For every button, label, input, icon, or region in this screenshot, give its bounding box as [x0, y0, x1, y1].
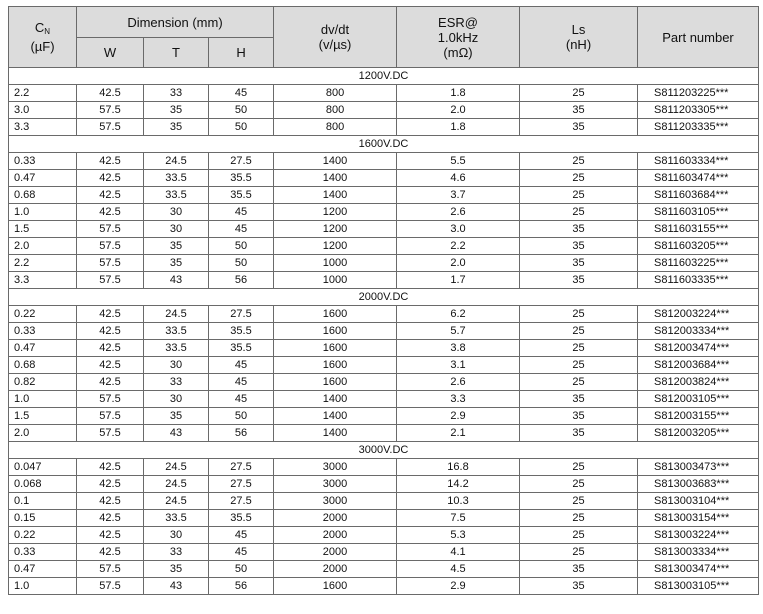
dvdt-cell: 1600	[274, 306, 397, 323]
capacitance-cell: 0.33	[9, 153, 77, 170]
part-number-cell: S813003154***	[638, 510, 759, 527]
table-row	[9, 187, 759, 204]
esr-cell: 4.6	[397, 170, 520, 187]
thickness-cell: 43	[144, 272, 209, 289]
esr-cell: 2.6	[397, 204, 520, 221]
part-number-cell: S812003105***	[638, 391, 759, 408]
table-header	[9, 7, 759, 68]
esr-cell: 5.3	[397, 527, 520, 544]
esr-cell: 5.7	[397, 323, 520, 340]
part-number-cell: S812003155***	[638, 408, 759, 425]
thickness-cell: 43	[144, 578, 209, 595]
height-cell: 27.5	[209, 476, 274, 493]
thickness-cell: 24.5	[144, 493, 209, 510]
capacitance-cell: 0.33	[9, 544, 77, 561]
table-row	[9, 272, 759, 289]
ls-cell: 25	[520, 357, 638, 374]
dvdt-cell: 2000	[274, 510, 397, 527]
height-cell: 50	[209, 238, 274, 255]
part-number-cell: S813003224***	[638, 527, 759, 544]
dvdt-cell: 1400	[274, 153, 397, 170]
part-number-cell: S813003683***	[638, 476, 759, 493]
part-number-cell: S811203305***	[638, 102, 759, 119]
capacitance-cell: 1.5	[9, 221, 77, 238]
esr-cell: 16.8	[397, 459, 520, 476]
height-cell: 50	[209, 408, 274, 425]
voltage-section-title: 1600V.DC	[9, 136, 759, 153]
thickness-cell: 24.5	[144, 306, 209, 323]
width-cell: 42.5	[77, 510, 144, 527]
ls-cell: 25	[520, 204, 638, 221]
table-row	[9, 357, 759, 374]
table-row	[9, 323, 759, 340]
dvdt-cell: 1200	[274, 238, 397, 255]
height-cell: 45	[209, 221, 274, 238]
part-number-cell: S812003205***	[638, 425, 759, 442]
capacitance-cell: 3.0	[9, 102, 77, 119]
capacitance-cell: 0.68	[9, 357, 77, 374]
table-row	[9, 544, 759, 561]
header-dvdt-label: dv/dt	[320, 22, 350, 37]
thickness-cell: 30	[144, 357, 209, 374]
header-ls	[520, 7, 638, 68]
height-cell: 56	[209, 425, 274, 442]
esr-cell: 1.8	[397, 119, 520, 136]
height-cell: 45	[209, 391, 274, 408]
dvdt-cell: 3000	[274, 493, 397, 510]
part-number-cell: S812003824***	[638, 374, 759, 391]
part-number-cell: S813003104***	[638, 493, 759, 510]
part-number-cell: S812003684***	[638, 357, 759, 374]
esr-cell: 2.0	[397, 255, 520, 272]
capacitance-cell: 0.47	[9, 170, 77, 187]
table-row	[9, 561, 759, 578]
table-row	[9, 153, 759, 170]
dvdt-cell: 1000	[274, 272, 397, 289]
esr-cell: 3.8	[397, 340, 520, 357]
width-cell: 42.5	[77, 340, 144, 357]
width-cell: 57.5	[77, 119, 144, 136]
table-row	[9, 374, 759, 391]
voltage-section-row	[9, 136, 759, 153]
spec-table-container	[8, 6, 758, 595]
part-number-cell: S813003105***	[638, 578, 759, 595]
width-cell: 42.5	[77, 204, 144, 221]
dvdt-cell: 1200	[274, 221, 397, 238]
table-row	[9, 102, 759, 119]
ls-cell: 35	[520, 272, 638, 289]
capacitance-cell: 1.5	[9, 408, 77, 425]
table-row	[9, 204, 759, 221]
header-dvdt-unit: (v/µs)	[318, 37, 352, 52]
capacitance-cell: 0.068	[9, 476, 77, 493]
thickness-cell: 24.5	[144, 153, 209, 170]
height-cell: 45	[209, 85, 274, 102]
part-number-cell: S811603684***	[638, 187, 759, 204]
dvdt-cell: 1600	[274, 374, 397, 391]
dvdt-cell: 1600	[274, 357, 397, 374]
table-row	[9, 238, 759, 255]
capacitance-cell: 0.82	[9, 374, 77, 391]
esr-cell: 2.0	[397, 102, 520, 119]
table-row	[9, 510, 759, 527]
dvdt-cell: 800	[274, 102, 397, 119]
width-cell: 57.5	[77, 391, 144, 408]
thickness-cell: 33	[144, 374, 209, 391]
header-capacitance-unit: (µF)	[30, 39, 55, 54]
height-cell: 35.5	[209, 187, 274, 204]
thickness-cell: 30	[144, 391, 209, 408]
dvdt-cell: 1400	[274, 187, 397, 204]
height-cell: 45	[209, 204, 274, 221]
ls-cell: 25	[520, 340, 638, 357]
height-cell: 56	[209, 578, 274, 595]
table-row	[9, 425, 759, 442]
part-number-cell: S811603155***	[638, 221, 759, 238]
dvdt-cell: 3000	[274, 476, 397, 493]
thickness-cell: 35	[144, 561, 209, 578]
esr-cell: 6.2	[397, 306, 520, 323]
part-number-cell: S813003334***	[638, 544, 759, 561]
capacitance-cell: 0.22	[9, 306, 77, 323]
header-esr-label: ESR@	[438, 14, 478, 30]
part-number-cell: S811603205***	[638, 238, 759, 255]
ls-cell: 25	[520, 187, 638, 204]
voltage-section-row	[9, 442, 759, 459]
height-cell: 45	[209, 357, 274, 374]
capacitance-cell: 3.3	[9, 119, 77, 136]
height-cell: 35.5	[209, 323, 274, 340]
thickness-cell: 35	[144, 255, 209, 272]
thickness-cell: 30	[144, 204, 209, 221]
table-row	[9, 221, 759, 238]
height-cell: 45	[209, 374, 274, 391]
capacitance-cell: 0.33	[9, 323, 77, 340]
part-number-cell: S812003474***	[638, 340, 759, 357]
width-cell: 42.5	[77, 544, 144, 561]
part-number-cell: S811203225***	[638, 85, 759, 102]
capacitance-cell: 2.2	[9, 85, 77, 102]
dvdt-cell: 1400	[274, 391, 397, 408]
width-cell: 42.5	[77, 476, 144, 493]
table-row	[9, 493, 759, 510]
table-row	[9, 119, 759, 136]
ls-cell: 25	[520, 544, 638, 561]
esr-cell: 1.8	[397, 85, 520, 102]
capacitance-cell: 1.0	[9, 391, 77, 408]
thickness-cell: 30	[144, 527, 209, 544]
part-number-cell: S812003224***	[638, 306, 759, 323]
width-cell: 57.5	[77, 102, 144, 119]
ls-cell: 25	[520, 170, 638, 187]
table-row	[9, 527, 759, 544]
capacitance-cell: 1.0	[9, 578, 77, 595]
width-cell: 42.5	[77, 153, 144, 170]
voltage-section-row	[9, 289, 759, 306]
ls-cell: 25	[520, 374, 638, 391]
ls-cell: 25	[520, 153, 638, 170]
height-cell: 56	[209, 272, 274, 289]
width-cell: 42.5	[77, 323, 144, 340]
capacitance-cell: 3.3	[9, 272, 77, 289]
width-cell: 57.5	[77, 425, 144, 442]
dvdt-cell: 800	[274, 85, 397, 102]
header-dimension: Dimension (mm)	[77, 7, 274, 38]
ls-cell: 35	[520, 221, 638, 238]
voltage-section-title: 2000V.DC	[9, 289, 759, 306]
height-cell: 27.5	[209, 459, 274, 476]
part-number-cell: S811603105***	[638, 204, 759, 221]
height-cell: 45	[209, 527, 274, 544]
capacitance-cell: 2.0	[9, 238, 77, 255]
esr-cell: 1.7	[397, 272, 520, 289]
table-row	[9, 255, 759, 272]
width-cell: 42.5	[77, 187, 144, 204]
esr-cell: 7.5	[397, 510, 520, 527]
height-cell: 27.5	[209, 306, 274, 323]
part-number-cell: S811603225***	[638, 255, 759, 272]
header-esr-unit: (mΩ)	[443, 44, 473, 60]
thickness-cell: 35	[144, 119, 209, 136]
header-width: W	[77, 38, 144, 68]
ls-cell: 35	[520, 255, 638, 272]
table-row	[9, 391, 759, 408]
table-row	[9, 578, 759, 595]
part-number-cell: S813003474***	[638, 561, 759, 578]
ls-cell: 25	[520, 510, 638, 527]
height-cell: 45	[209, 544, 274, 561]
thickness-cell: 33.5	[144, 340, 209, 357]
dvdt-cell: 1400	[274, 408, 397, 425]
header-capacitance-subscript: N	[44, 27, 51, 36]
esr-cell: 3.3	[397, 391, 520, 408]
table-row	[9, 340, 759, 357]
esr-cell: 2.9	[397, 408, 520, 425]
thickness-cell: 35	[144, 238, 209, 255]
ls-cell: 35	[520, 119, 638, 136]
width-cell: 57.5	[77, 238, 144, 255]
height-cell: 27.5	[209, 153, 274, 170]
part-number-cell: S812003334***	[638, 323, 759, 340]
capacitance-cell: 0.47	[9, 340, 77, 357]
height-cell: 50	[209, 561, 274, 578]
esr-cell: 2.6	[397, 374, 520, 391]
ls-cell: 35	[520, 102, 638, 119]
height-cell: 50	[209, 119, 274, 136]
capacitance-cell: 0.15	[9, 510, 77, 527]
thickness-cell: 24.5	[144, 459, 209, 476]
header-thickness: T	[144, 38, 209, 68]
header-dvdt	[274, 7, 397, 68]
part-number-cell: S811603334***	[638, 153, 759, 170]
ls-cell: 35	[520, 578, 638, 595]
width-cell: 57.5	[77, 221, 144, 238]
ls-cell: 35	[520, 408, 638, 425]
header-ls-label: Ls	[571, 22, 586, 37]
part-number-cell: S811603474***	[638, 170, 759, 187]
table-row	[9, 306, 759, 323]
capacitance-cell: 2.2	[9, 255, 77, 272]
thickness-cell: 35	[144, 408, 209, 425]
part-number-cell: S811603335***	[638, 272, 759, 289]
thickness-cell: 33	[144, 544, 209, 561]
ls-cell: 25	[520, 527, 638, 544]
width-cell: 57.5	[77, 255, 144, 272]
esr-cell: 5.5	[397, 153, 520, 170]
width-cell: 42.5	[77, 527, 144, 544]
ls-cell: 25	[520, 306, 638, 323]
esr-cell: 10.3	[397, 493, 520, 510]
table-row	[9, 85, 759, 102]
thickness-cell: 24.5	[144, 476, 209, 493]
table-row	[9, 459, 759, 476]
dvdt-cell: 1400	[274, 425, 397, 442]
thickness-cell: 30	[144, 221, 209, 238]
part-number-cell: S813003473***	[638, 459, 759, 476]
ls-cell: 35	[520, 425, 638, 442]
width-cell: 57.5	[77, 578, 144, 595]
height-cell: 27.5	[209, 493, 274, 510]
esr-cell: 3.1	[397, 357, 520, 374]
width-cell: 42.5	[77, 85, 144, 102]
esr-cell: 3.0	[397, 221, 520, 238]
ls-cell: 35	[520, 238, 638, 255]
capacitor-spec-table	[8, 6, 759, 595]
esr-cell: 4.5	[397, 561, 520, 578]
capacitance-cell: 0.68	[9, 187, 77, 204]
ls-cell: 25	[520, 493, 638, 510]
part-number-cell: S811203335***	[638, 119, 759, 136]
width-cell: 57.5	[77, 561, 144, 578]
width-cell: 57.5	[77, 272, 144, 289]
header-height: H	[209, 38, 274, 68]
width-cell: 42.5	[77, 493, 144, 510]
width-cell: 57.5	[77, 408, 144, 425]
dvdt-cell: 1600	[274, 578, 397, 595]
thickness-cell: 33.5	[144, 323, 209, 340]
header-capacitance-symbol: C	[34, 20, 45, 35]
capacitance-cell: 2.0	[9, 425, 77, 442]
capacitance-cell: 0.1	[9, 493, 77, 510]
esr-cell: 3.7	[397, 187, 520, 204]
dvdt-cell: 2000	[274, 544, 397, 561]
header-part-number: Part number	[638, 7, 759, 68]
table-row	[9, 408, 759, 425]
esr-cell: 2.9	[397, 578, 520, 595]
thickness-cell: 43	[144, 425, 209, 442]
esr-cell: 2.2	[397, 238, 520, 255]
width-cell: 42.5	[77, 459, 144, 476]
width-cell: 42.5	[77, 170, 144, 187]
width-cell: 42.5	[77, 306, 144, 323]
height-cell: 50	[209, 102, 274, 119]
ls-cell: 25	[520, 476, 638, 493]
capacitance-cell: 0.47	[9, 561, 77, 578]
dvdt-cell: 1000	[274, 255, 397, 272]
header-capacitance	[9, 7, 77, 68]
dvdt-cell: 1400	[274, 170, 397, 187]
voltage-section-title: 1200V.DC	[9, 68, 759, 85]
table-row	[9, 476, 759, 493]
dvdt-cell: 800	[274, 119, 397, 136]
width-cell: 42.5	[77, 374, 144, 391]
ls-cell: 25	[520, 85, 638, 102]
header-esr	[397, 7, 520, 68]
ls-cell: 35	[520, 561, 638, 578]
ls-cell: 25	[520, 459, 638, 476]
dvdt-cell: 2000	[274, 527, 397, 544]
esr-cell: 4.1	[397, 544, 520, 561]
height-cell: 35.5	[209, 340, 274, 357]
dvdt-cell: 3000	[274, 459, 397, 476]
voltage-section-title: 3000V.DC	[9, 442, 759, 459]
height-cell: 35.5	[209, 510, 274, 527]
dvdt-cell: 1200	[274, 204, 397, 221]
table-body	[9, 68, 759, 595]
esr-cell: 14.2	[397, 476, 520, 493]
voltage-section-row	[9, 68, 759, 85]
capacitance-cell: 0.22	[9, 527, 77, 544]
table-row	[9, 170, 759, 187]
width-cell: 42.5	[77, 357, 144, 374]
dvdt-cell: 2000	[274, 561, 397, 578]
thickness-cell: 33.5	[144, 187, 209, 204]
height-cell: 35.5	[209, 170, 274, 187]
thickness-cell: 35	[144, 102, 209, 119]
capacitance-cell: 1.0	[9, 204, 77, 221]
height-cell: 50	[209, 255, 274, 272]
esr-cell: 2.1	[397, 425, 520, 442]
ls-cell: 25	[520, 323, 638, 340]
thickness-cell: 33.5	[144, 510, 209, 527]
header-esr-frequency: 1.0kHz	[437, 29, 479, 45]
dvdt-cell: 1600	[274, 323, 397, 340]
capacitance-cell: 0.047	[9, 459, 77, 476]
header-ls-unit: (nH)	[565, 37, 592, 52]
thickness-cell: 33	[144, 85, 209, 102]
thickness-cell: 33.5	[144, 170, 209, 187]
dvdt-cell: 1600	[274, 340, 397, 357]
ls-cell: 35	[520, 391, 638, 408]
